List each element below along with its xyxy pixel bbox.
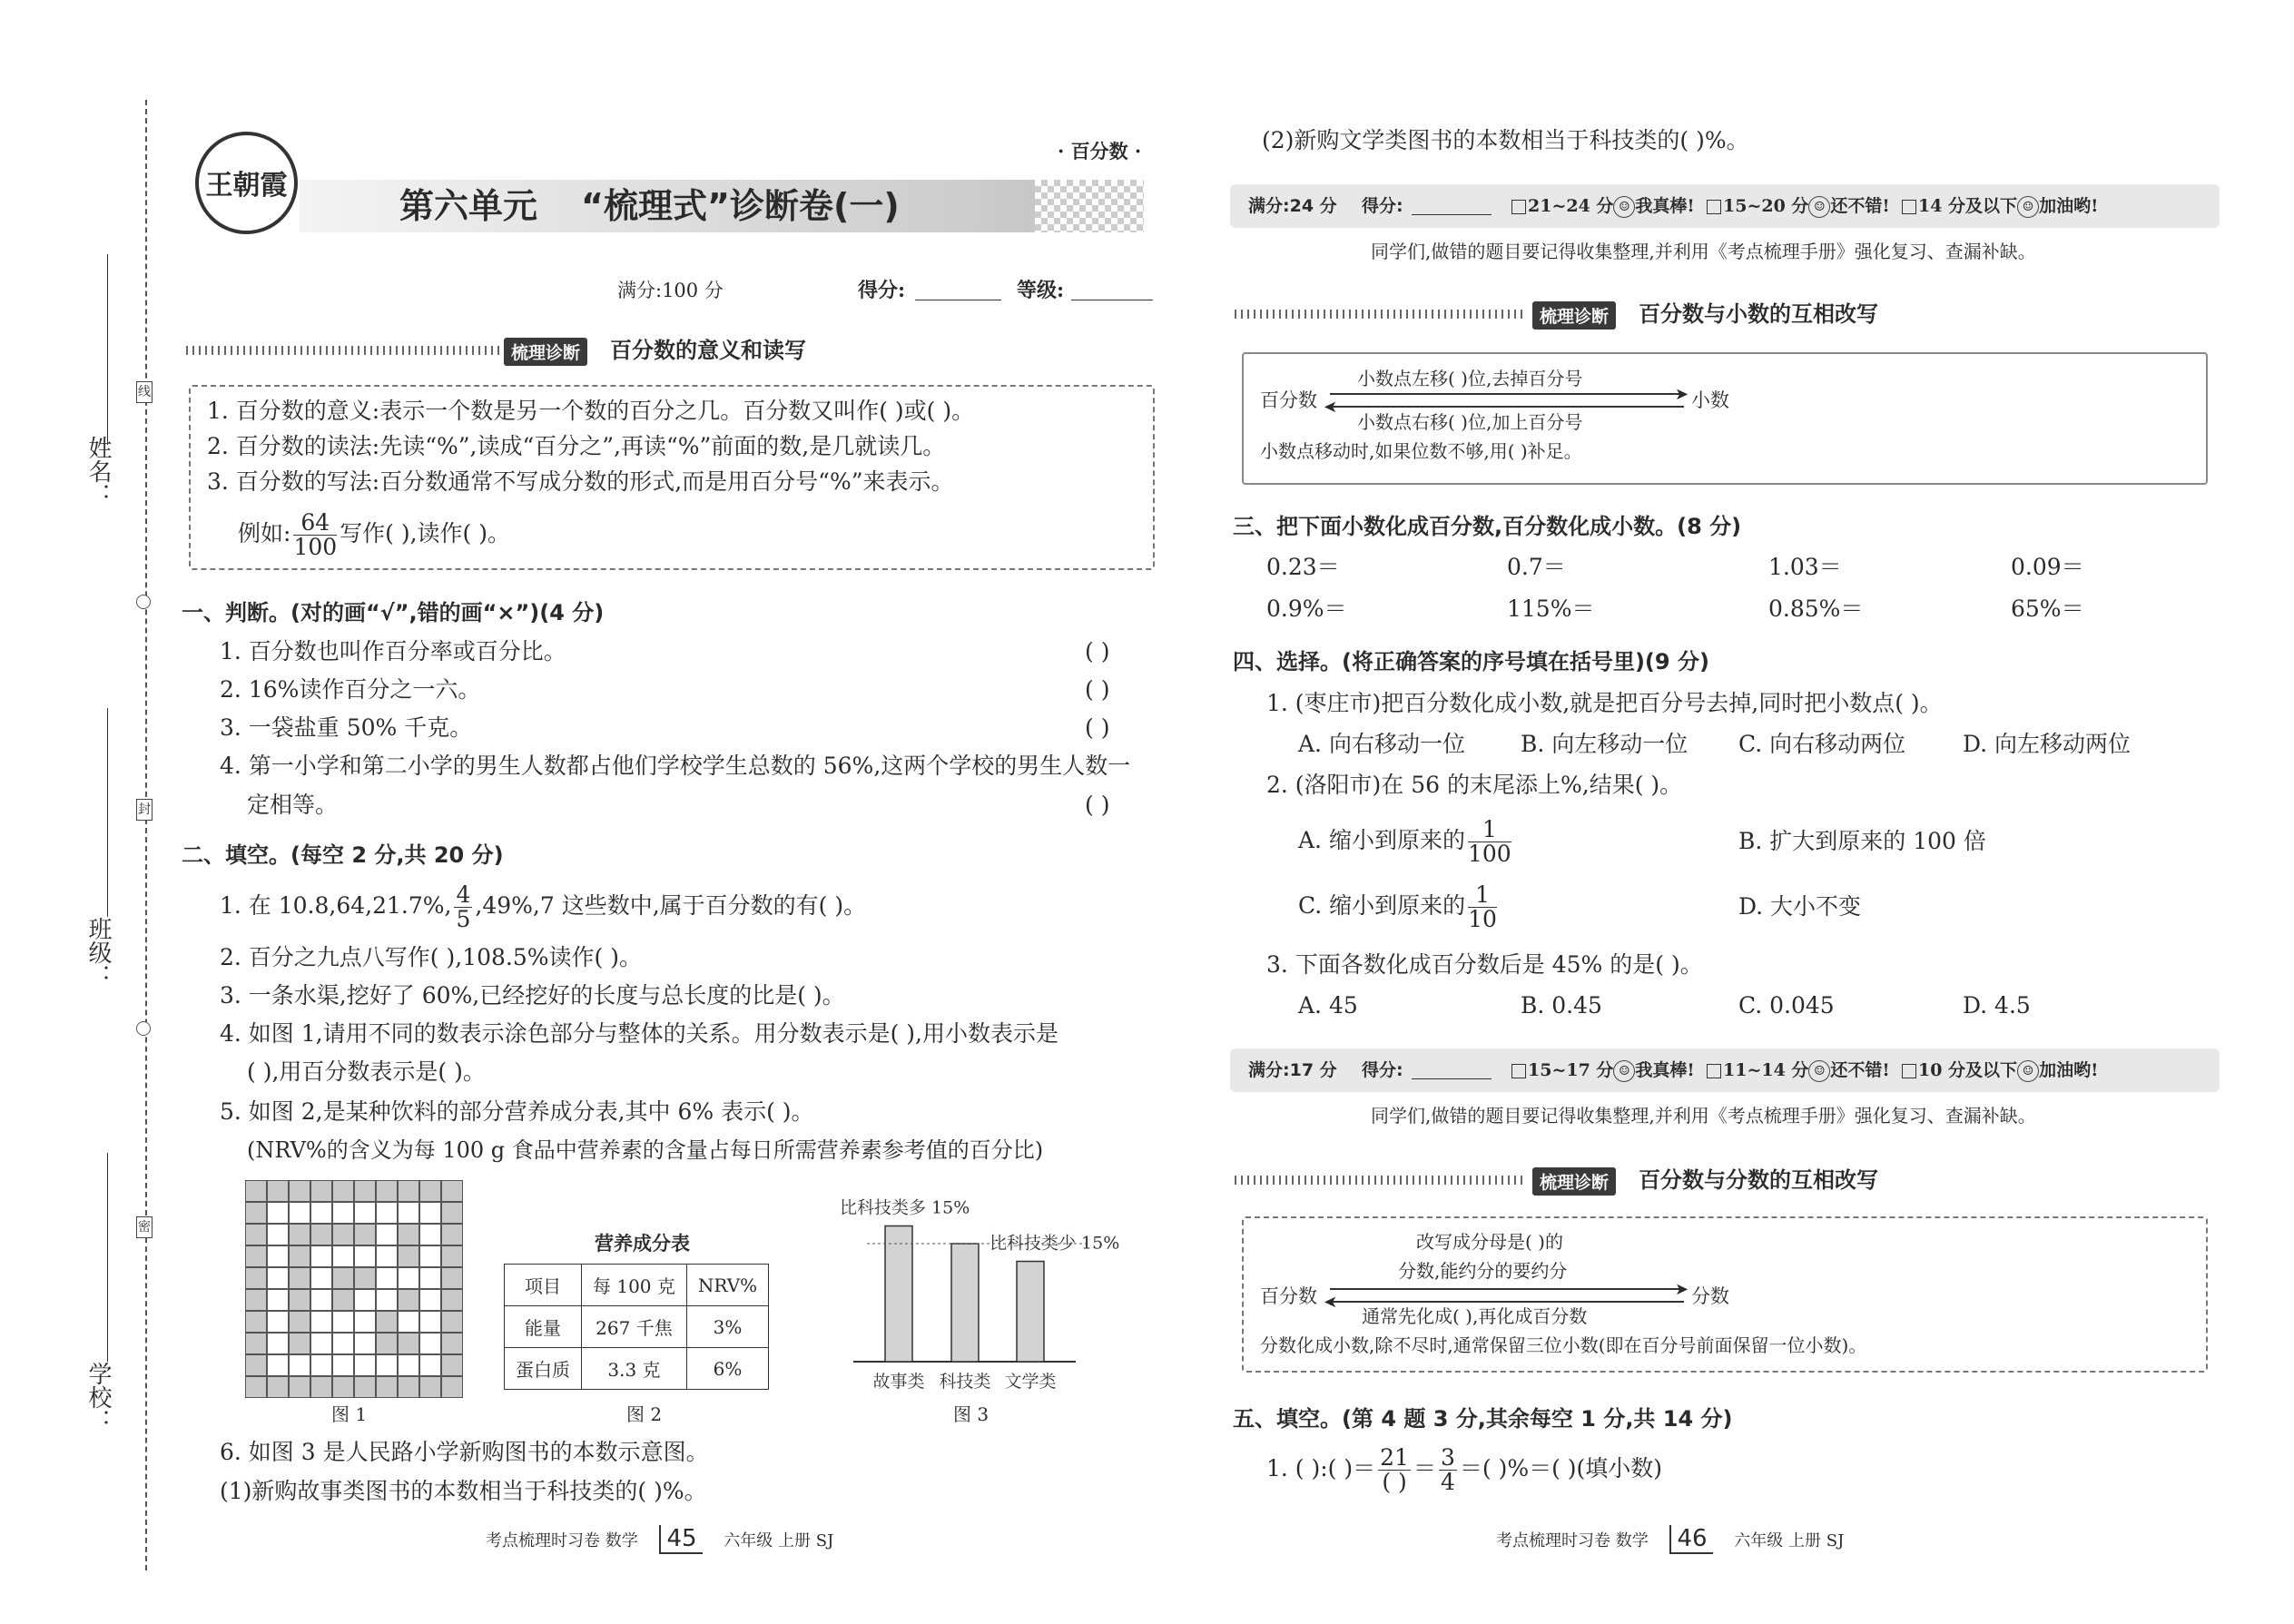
fraction-denominator: 100: [1467, 841, 1511, 867]
chart-bar: [951, 1244, 979, 1362]
grid-cell: [310, 1267, 332, 1289]
grid-cell: [267, 1289, 289, 1311]
option-text: A. 缩小到原来的: [1298, 827, 1465, 853]
diagram-bottom-label: 通常先化成( ),再化成百分数: [1362, 1305, 1588, 1327]
section-tag: 梳理诊断: [1532, 301, 1616, 330]
grid-cell: [398, 1311, 419, 1333]
rating-text: 还不错!: [1830, 196, 1890, 216]
choice-option[interactable]: D. 向左移动两位: [1963, 731, 2132, 757]
rating-text: 加油哟!: [2039, 196, 2099, 216]
rating-text: 还不错!: [1830, 1060, 1890, 1080]
fill-item: 4. 如图 1,请用不同的数表示涂色部分与整体的关系。用分数表示是( ),用小数表示是: [220, 1020, 1059, 1047]
grid-cell: [419, 1289, 441, 1311]
smile-icon: ☺: [1613, 1060, 1635, 1082]
grid-cell: [376, 1289, 398, 1311]
grid-cell: [398, 1202, 419, 1224]
brand-logo: [195, 132, 298, 234]
score-field[interactable]: [1412, 214, 1492, 215]
section-title: 百分数的意义和读写: [610, 338, 806, 363]
grid-cell: [398, 1224, 419, 1245]
grid-cell: [332, 1202, 354, 1224]
fraction: [1468, 818, 1511, 866]
judge-item: 3. 一袋盐重 50% 千克。: [220, 714, 473, 741]
rating-range: 15~17 分: [1528, 1060, 1614, 1080]
grid-cell: [376, 1376, 398, 1398]
smile-icon: ☺: [1808, 1060, 1830, 1082]
judge-item-cont: 定相等。: [247, 792, 339, 818]
rating-text: 我真棒!: [1635, 1060, 1695, 1080]
question-title: 五、填空。(第 4 题 3 分,其余每空 1 分,共 14 分): [1233, 1406, 1733, 1432]
rating-text: 我真棒!: [1635, 196, 1695, 216]
rating-range: 10 分及以下: [1918, 1060, 2018, 1080]
judge-item: 2. 16%读作百分之一六。: [220, 676, 481, 703]
diagram-bottom-label: 小数点右移( )位,加上百分号: [1357, 411, 1583, 433]
convert-item: 0.09＝: [2011, 554, 2084, 580]
convert-item: 0.85%＝: [1768, 595, 1864, 622]
topic-label: · 百分数 ·: [1058, 140, 1142, 162]
name-label: 姓名：: [84, 436, 112, 507]
grid-cell: [376, 1224, 398, 1245]
question-title: 三、把下面小数化成百分数,百分数化成小数。(8 分): [1233, 514, 1742, 539]
convert-item: 0.7＝: [1507, 554, 1566, 580]
grid-cell: [289, 1180, 310, 1202]
grid-cell: [332, 1224, 354, 1245]
grid-cell: [267, 1245, 289, 1267]
fraction-numerator: 3: [1440, 1444, 1455, 1471]
table-title: 营养成分表: [595, 1233, 690, 1255]
fill-item-cont: ( ),用百分数表示是( )。: [247, 1058, 486, 1085]
choice-option[interactable]: B. 0.45: [1521, 992, 1602, 1019]
answer-paren[interactable]: ( ): [1085, 676, 1110, 703]
rating-range: 14 分及以下: [1918, 196, 2018, 216]
figure-caption: 图 1: [331, 1403, 368, 1425]
grid-cell: [245, 1333, 267, 1354]
answer-paren[interactable]: ( ): [1085, 638, 1110, 664]
grid-cell: [419, 1202, 441, 1224]
figure-caption: 图 2: [626, 1403, 663, 1425]
rating-checkbox[interactable]: [1707, 200, 1721, 214]
judge-item: 4. 第一小学和第二小学的男生人数都占他们学校学生总数的 56%,这两个学校的男生人数一: [220, 753, 1131, 779]
grid-cell: [441, 1376, 463, 1398]
section-title: 百分数与分数的互相改写: [1639, 1167, 1878, 1193]
diagram-right: 分数: [1691, 1285, 1729, 1307]
fraction-numerator: 1: [1468, 883, 1497, 908]
choice-option[interactable]: B. 扩大到原来的 100 倍: [1738, 828, 1986, 854]
grid-cell: [376, 1245, 398, 1267]
grid-cell: [267, 1180, 289, 1202]
diagram-note: 分数化成小数,除不尽时,通常保留三位小数(即在百分号前面保留一位小数)。: [1260, 1334, 1867, 1356]
fraction: [1378, 1446, 1411, 1494]
grid-cell: [332, 1267, 354, 1289]
chart-category-label: 科技类: [939, 1372, 991, 1392]
grid-cell: [398, 1245, 419, 1267]
grid-cell: [245, 1311, 267, 1333]
figure1-grid: [245, 1180, 463, 1398]
grid-cell: [354, 1202, 376, 1224]
grid-cell: [441, 1267, 463, 1289]
table-cell: 6%: [686, 1348, 768, 1390]
grid-cell: [289, 1289, 310, 1311]
table-cell: 3%: [686, 1306, 768, 1348]
grid-cell: [267, 1202, 289, 1224]
knowledge-line: 1. 百分数的意义:表示一个数是另一个数的百分之几。百分数又叫作( )或( )。: [207, 398, 975, 424]
grid-cell: [419, 1311, 441, 1333]
page-number: 46: [1669, 1525, 1712, 1554]
rating-checkbox[interactable]: [1902, 1064, 1916, 1078]
score-label: 得分:: [1362, 196, 1403, 216]
section-divider: [1235, 310, 1525, 319]
rating-range: 21~24 分: [1528, 196, 1614, 216]
grid-cell: [441, 1333, 463, 1354]
table-cell: 项目: [505, 1265, 582, 1306]
table-cell: 每 100 克: [582, 1265, 687, 1306]
margin-dot-icon: [136, 1021, 151, 1036]
fill-item-note: (NRV%的含义为每 100 g 食品中营养素的含量占每日所需营养素参考值的百分比): [247, 1137, 1044, 1163]
grid-cell: [267, 1333, 289, 1354]
right-arrow-icon: ➤: [1675, 385, 1689, 404]
chart-annotation: 比科技类少 15%: [989, 1233, 1120, 1254]
choice-option[interactable]: A. 向右移动一位: [1298, 731, 1465, 757]
fraction-denominator: 4: [1440, 1469, 1455, 1495]
fraction-numerator: 64: [293, 511, 337, 536]
grid-cell: [376, 1202, 398, 1224]
chart-bar: [1017, 1262, 1044, 1363]
grid-cell: [245, 1376, 267, 1398]
grid-cell: [419, 1224, 441, 1245]
fill-item-sub: (2)新购文学类图书的本数相当于科技类的( )%。: [1262, 127, 1749, 153]
figure-caption: 图 3: [953, 1403, 989, 1425]
title-checker: [1035, 180, 1144, 232]
page-number: 45: [659, 1525, 702, 1554]
fraction-numerator: 1: [1468, 818, 1511, 842]
question-title: 二、填空。(每空 2 分,共 20 分): [182, 842, 504, 868]
right-arrow-icon: ➤: [1675, 1280, 1689, 1299]
section-divider: [186, 346, 499, 355]
grid-cell: [267, 1311, 289, 1333]
convert-item: 0.23＝: [1266, 554, 1340, 580]
example-rest: 写作( ),读作( )。: [340, 520, 511, 546]
seal-mark-seal: 封: [136, 799, 153, 821]
grid-cell: [441, 1311, 463, 1333]
grid-cell: [310, 1180, 332, 1202]
grid-cell: [332, 1180, 354, 1202]
convert-item: 115%＝: [1507, 595, 1595, 622]
choice-option[interactable]: D. 大小不变: [1738, 893, 1862, 920]
grid-cell: [245, 1267, 267, 1289]
example-fraction: [293, 511, 337, 559]
fraction: [1468, 883, 1497, 931]
binding-line: [145, 100, 147, 1570]
grid-cell: [289, 1311, 310, 1333]
choice-item: 3. 下面各数化成百分数后是 45% 的是( )。: [1266, 951, 1703, 978]
grid-cell: [419, 1267, 441, 1289]
fill-item: 6. 如图 3 是人民路小学新购图书的本数示意图。: [220, 1439, 709, 1465]
grid-cell: [398, 1376, 419, 1398]
smile-icon: ☺: [2017, 1060, 2039, 1082]
choice-item: 2. (洛阳市)在 56 的末尾添上%,结果( )。: [1266, 772, 1683, 798]
footer-right: [1496, 1525, 1844, 1555]
rating-checkbox[interactable]: [1707, 1064, 1721, 1078]
grid-cell: [376, 1267, 398, 1289]
fraction: [1439, 1446, 1457, 1494]
page-title: “梳理式”诊断卷(一): [581, 186, 900, 226]
seal-mark-line: 线: [136, 381, 153, 403]
choice-option[interactable]: [1298, 881, 1500, 931]
grid-cell: [332, 1354, 354, 1376]
fraction-denominator: ( ): [1382, 1469, 1407, 1495]
table-cell: 能量: [505, 1306, 582, 1348]
diagram-top-label: 小数点左移( )位,去掉百分号: [1357, 368, 1583, 389]
rating-range: 15~20 分: [1723, 196, 1809, 216]
grid-cell: [289, 1224, 310, 1245]
margin-dot-icon: [136, 595, 151, 609]
grid-cell: [376, 1354, 398, 1376]
score-note: 同学们,做错的题目要记得收集整理,并利用《考点梳理手册》强化复习、查漏补缺。: [1371, 1105, 2036, 1127]
choice-option[interactable]: A. 45: [1298, 992, 1358, 1019]
grid-cell: [398, 1354, 419, 1376]
grid-cell: [354, 1333, 376, 1354]
choice-option[interactable]: C. 向右移动两位: [1738, 731, 1906, 757]
name-blank[interactable]: [107, 254, 108, 445]
fraction-numerator: 21: [1380, 1444, 1409, 1471]
fill-item: 5. 如图 2,是某种饮料的部分营养成分表,其中 6% 表示( )。: [220, 1098, 814, 1125]
rating-range: 11~14 分: [1723, 1060, 1809, 1080]
grid-cell: [245, 1245, 267, 1267]
grid-cell: [332, 1376, 354, 1398]
grid-cell: [267, 1354, 289, 1376]
grid-cell: [354, 1354, 376, 1376]
fill-item: [220, 881, 866, 931]
fill-item-text: ,49%,7 这些数中,属于百分数的有( )。: [475, 892, 867, 919]
section-title: 百分数与小数的互相改写: [1639, 301, 1878, 327]
choice-option[interactable]: [1298, 815, 1514, 866]
grid-cell: [310, 1376, 332, 1398]
grid-cell: [245, 1289, 267, 1311]
convert-item: 0.9%＝: [1266, 595, 1347, 622]
grid-cell: [310, 1224, 332, 1245]
diagram-top-label: 改写成分母是( )的: [1416, 1231, 1563, 1253]
grid-cell: [398, 1289, 419, 1311]
fill-item-text: 1. 在 10.8,64,21.7%,: [220, 892, 452, 919]
grid-cell: [289, 1354, 310, 1376]
score-label: 得分:: [1362, 1060, 1403, 1080]
grade-label: 等级:: [1017, 279, 1065, 302]
grid-cell: [419, 1333, 441, 1354]
grid-cell: [267, 1267, 289, 1289]
grid-cell: [376, 1333, 398, 1354]
grid-cell: [441, 1289, 463, 1311]
grid-cell: [441, 1354, 463, 1376]
fraction-numerator: 4: [456, 881, 471, 908]
grid-cell: [310, 1333, 332, 1354]
fill-item: 3. 一条水渠,挖好了 60%,已经挖好的长度与总长度的比是( )。: [220, 982, 845, 1009]
score-full: 满分:24 分: [1248, 196, 1337, 216]
table-cell: 267 千焦: [582, 1306, 687, 1348]
grid-cell: [419, 1354, 441, 1376]
fraction: [454, 883, 472, 931]
chart-annotation: 比科技类多 15%: [840, 1197, 970, 1218]
footer-left: [486, 1525, 833, 1555]
grid-cell: [310, 1245, 332, 1267]
score-label: 得分:: [858, 279, 906, 302]
grid-cell: [354, 1245, 376, 1267]
grid-cell: [310, 1289, 332, 1311]
grid-cell: [441, 1180, 463, 1202]
grid-cell: [419, 1180, 441, 1202]
fill-item: [1266, 1443, 1662, 1494]
convert-item: 65%＝: [2011, 595, 2084, 622]
grid-cell: [376, 1311, 398, 1333]
grid-cell: [419, 1245, 441, 1267]
example-prefix: 例如:: [238, 520, 291, 546]
choice-option[interactable]: C. 0.045: [1738, 992, 1835, 1019]
class-blank[interactable]: [107, 708, 108, 917]
question-title: 一、判断。(对的画“√”,错的画“×”)(4 分): [182, 600, 605, 625]
rating-text: 加油哟!: [2039, 1060, 2099, 1080]
nutrition-table: [504, 1264, 769, 1390]
table-cell: NRV%: [686, 1265, 768, 1306]
score-rating: [1511, 192, 2098, 220]
score-note: 同学们,做错的题目要记得收集整理,并利用《考点梳理手册》强化复习、查漏补缺。: [1371, 241, 2036, 262]
judge-item: 1. 百分数也叫作百分率或百分比。: [220, 638, 566, 664]
knowledge-line: 3. 百分数的写法:百分数通常不写成分数的形式,而是用百分号“%”来表示。: [207, 468, 954, 495]
brand-name: 王朝霞: [205, 170, 288, 202]
grid-cell: [354, 1289, 376, 1311]
answer-paren[interactable]: ( ): [1085, 714, 1110, 741]
grid-cell: [354, 1267, 376, 1289]
fraction-denominator: 10: [1468, 906, 1497, 932]
rating-checkbox[interactable]: [1902, 200, 1916, 214]
score-rating: [1511, 1057, 2098, 1084]
fill-item-text: ＝: [1413, 1455, 1436, 1481]
section-tag: 梳理诊断: [1532, 1167, 1616, 1196]
grid-cell: [289, 1376, 310, 1398]
table-cell: 蛋白质: [505, 1348, 582, 1390]
figure3-bar-chart: [817, 1180, 1153, 1398]
footer-grade: 六年级 上册 SJ: [724, 1531, 834, 1550]
grid-cell: [289, 1245, 310, 1267]
grid-cell: [354, 1311, 376, 1333]
grid-cell: [245, 1202, 267, 1224]
grid-cell: [245, 1354, 267, 1376]
seal-mark-close: 密: [136, 1216, 153, 1238]
question-title: 四、选择。(将正确答案的序号填在括号里)(9 分): [1233, 649, 1709, 674]
choice-item: 1. (枣庄市)把百分数化成小数,就是把百分号去掉,同时把小数点( )。: [1266, 690, 1943, 716]
footer-series: 考点梳理时习卷 数学: [486, 1531, 638, 1550]
smile-icon: ☺: [2017, 196, 2039, 218]
grid-cell: [398, 1180, 419, 1202]
grid-cell: [245, 1180, 267, 1202]
right-arrow-line: [1330, 1288, 1684, 1290]
grid-cell: [310, 1202, 332, 1224]
diagram-left: 百分数: [1260, 1285, 1317, 1307]
chart-category-label: 故事类: [872, 1372, 925, 1392]
choice-option[interactable]: D. 4.5: [1963, 992, 2031, 1019]
grid-cell: [332, 1289, 354, 1311]
grid-cell: [441, 1224, 463, 1245]
left-arrow-icon: ➤: [1324, 1293, 1338, 1312]
fill-item: 2. 百分之九点八写作( ),108.5%读作( )。: [220, 944, 642, 970]
grid-cell: [441, 1245, 463, 1267]
grid-cell: [267, 1224, 289, 1245]
grid-cell: [289, 1333, 310, 1354]
score-full: 满分:17 分: [1248, 1060, 1337, 1080]
grid-cell: [289, 1267, 310, 1289]
rating-checkbox[interactable]: [1511, 200, 1526, 214]
rating-checkbox[interactable]: [1511, 1064, 1526, 1078]
fraction-denominator: 5: [456, 906, 471, 932]
section-tag: 梳理诊断: [504, 338, 587, 366]
class-label: 班级：: [84, 917, 112, 988]
unit-label: 第六单元: [399, 186, 538, 226]
diagram-left: 百分数: [1260, 389, 1317, 411]
grid-cell: [376, 1180, 398, 1202]
diagram-right: 小数: [1691, 389, 1729, 411]
grid-cell: [289, 1202, 310, 1224]
grid-cell: [332, 1245, 354, 1267]
score-field[interactable]: [1412, 1078, 1492, 1079]
diagram-note: 小数点移动时,如果位数不够,用( )补足。: [1260, 440, 1582, 462]
fraction-denominator: 100: [293, 534, 338, 560]
grid-cell: [398, 1267, 419, 1289]
grid-cell: [310, 1354, 332, 1376]
grid-cell: [354, 1180, 376, 1202]
school-label: 学校：: [84, 1362, 112, 1432]
chart-bar: [885, 1226, 912, 1363]
left-arrow-icon: ➤: [1324, 398, 1338, 417]
grid-cell: [332, 1311, 354, 1333]
table-cell: 3.3 克: [582, 1348, 687, 1390]
smile-icon: ☺: [1613, 196, 1635, 218]
diagram-top-label: 分数,能约分的要约分: [1398, 1260, 1568, 1282]
answer-paren[interactable]: ( ): [1085, 792, 1110, 818]
footer-grade: 六年级 上册 SJ: [1734, 1531, 1845, 1550]
footer-series: 考点梳理时习卷 数学: [1496, 1531, 1649, 1550]
section-divider: [1235, 1176, 1525, 1185]
option-text: C. 缩小到原来的: [1298, 892, 1466, 919]
fill-item-text: 1. ( ):( )＝: [1266, 1455, 1376, 1481]
right-arrow-line: [1330, 393, 1684, 395]
fill-item-sub: (1)新购故事类图书的本数相当于科技类的( )%。: [220, 1478, 707, 1504]
grid-cell: [267, 1376, 289, 1398]
school-blank[interactable]: [107, 1153, 108, 1362]
grid-cell: [354, 1376, 376, 1398]
grid-cell: [419, 1376, 441, 1398]
full-score: 满分:100 分: [617, 280, 724, 301]
grid-cell: [354, 1224, 376, 1245]
fill-item-text: ＝( )%＝( )(填小数): [1459, 1455, 1663, 1481]
convert-item: 1.03＝: [1768, 554, 1842, 580]
chart-category-label: 文学类: [1004, 1372, 1057, 1392]
grid-cell: [398, 1333, 419, 1354]
choice-option[interactable]: B. 向左移动一位: [1521, 731, 1689, 757]
grid-cell: [245, 1224, 267, 1245]
grid-cell: [310, 1311, 332, 1333]
example-line: [238, 508, 510, 559]
left-arrow-line: [1330, 406, 1684, 408]
smile-icon: ☺: [1808, 196, 1830, 218]
grid-cell: [441, 1202, 463, 1224]
knowledge-line: 2. 百分数的读法:先读“%”,读成“百分之”,再读“%”前面的数,是几就读几。: [207, 433, 946, 459]
grid-cell: [332, 1333, 354, 1354]
